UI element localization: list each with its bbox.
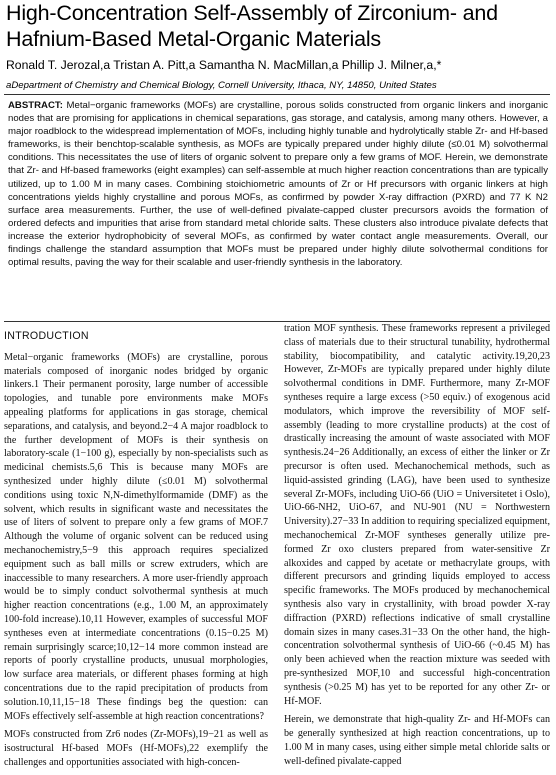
paragraph: Metal−organic frameworks (MOFs) are crystalline, porous materials composed of inorganic nodes bridged by organic linkers.1 Their permanent porosity, large number of accessible topologies, and tunable pore environments make MOFs appealing platforms for applications in gas storage, chemical separations, and catalysis, and beyond.2−4 A major roadblock to the further development of MOFs is their synthesis on laboratory-scale (1−100 g), especially by non-specialists such as medicinal chemists.5,6 This is because many MOFs are synthesized under highly dilute (≤0.01 M) solvothermal conditions using toxic N,N-dimethylformamide (DMF) as the solvent, which results in significant waste and necessitates the use of liters of solvent to prepare only a few grams of MOF.7 Although the volume of organic solvent can be reduced using mechanochemistry,5−9 this approach requires specialized equipment such as ball mills or screw extruders, which are inaccessible to many researchers. A more user-friendly approach would be to simply conduct solvothermal synthesis at much higher reaction concentrations (e.g., 1.00 M, an approximately 100-fold increase).10,11 However, examples of successful MOF syntheses even at intermediate concentrations (0.15−0.25 M) remain surprisingly scarce;10,12−14 more common instead are reports of poorly crystalline products, unusual morphologies, low surface area materials, or different phases forming at high concentrations due to the rapid precipitation of products from solution.10,11,15−18 These findings beg the question: can MOFs effectively self-assemble at high reaction concentrations?: [4, 351, 268, 722]
left-column: [4, 330, 268, 775]
paragraph: Herein, we demonstrate that high-quality Zr- and Hf-MOFs can be generally synthesized at high reaction concentrations, up to 1.00 M in many cases, using either simple metal chloride salts or well-defined pivalate-capped: [284, 714, 550, 767]
abstract: [8, 99, 548, 269]
author-list: Ronald T. Jerozal,a Tristan A. Pitt,a Samantha N. MacMillan,a Phillip J. Milner,a,*: [6, 58, 442, 72]
paper-title: High-Concentration Self-Assembly of Zirconium- and Hafnium-Based Metal-Organic Materials: [6, 1, 498, 51]
right-column: [284, 322, 550, 774]
section-heading-introduction: INTRODUCTION: [4, 330, 89, 342]
paragraph: tration MOF synthesis. These frameworks represent a privileged class of materials due to their structural tunability, hydrothermal stability, biocompatibility, and catalytic activity.19,20,23 However, Zr-MOFs are typically prepared under highly dilute solvothermal conditions in DMF. Furthermore, many Zr-MOF syntheses require a large excess (>50 equiv.) of exogenous acid modulators, which improve the reversibility of MOF self-assembly (leading to more crystalline products) at the cost of drastically increasing the amount of waste associated with MOF synthesis.24−26 Additionally, an excess of either the linker or Zr precursor is often used. Mechanochemical methods, such as liquid-assisted grinding (LAG), have been used to synthesize several Zr-MOFs, including UiO-66 (UiO = Universitetet i Oslo), UiO-66-NH2, UiO-67, and NU-901 (NU = Northwestern University).27−33 In addition to requiring specialized equipment, mechanochemical Zr-MOF syntheses generally utilize pre-formed Zr oxo clusters prepared from water-sensitive Zr alkoxides and capped by acetate or methacrylate groups, with different precursors and grinding liquids employed to access specific frameworks. The MOFs produced by mechanochemical synthesis also vary in crystallinity, with broad powder X-ray diffraction (PXRD) reflections indicative of small crystalline domain sizes in many cases.31−33 On the other hand, the high-concentration solvothermal synthesis of UiO-66 (~0.45 M) has only been achieved when the reaction mixture was seeded with pre-synthesized MOF,10 and successful high-concentration synthesis (>0.25 M) has yet to be reported for any other Zr- or Hf-MOF.: [284, 323, 550, 707]
paragraph: MOFs constructed from Zr6 nodes (Zr-MOFs),19−21 as well as isostructural Hf-based MOFs (Hf-MOFs),22 exemplify the challenges and opportunities associated with high-concen-: [4, 729, 268, 768]
abstract-label: ABSTRACT:: [8, 100, 63, 111]
affiliation: aDepartment of Chemistry and Chemical Biology, Cornell University, Ithaca, NY, 14850, United States: [6, 80, 437, 91]
abstract-text: Metal−organic frameworks (MOFs) are crystalline, porous solids constructed from organic linkers and inorganic nodes that are promising for applications in chemical separations, gas storage, and catalysis, among many others. However, a major roadblock to the widespread implementation of MOFs, including highly tunable and hydrolytically stable Zr- and Hf-based frameworks, is their benchtop-scalable synthesis, as MOFs are typically prepared under highly dilute (≤0.01 M) solvothermal conditions. This necessitates the use of liters of organic solvent to prepare only a few grams of MOF. Herein, we demonstrate that Zr- and Hf-based frameworks (eight examples) can self-assemble at much higher reaction concentrations than are typically utilized, up to 1.00 M in many cases. Combining stoichiometric amounts of Zr or Hf precursors with organic linkers at high concentrations yields highly crystalline and porous MOFs, as confirmed by powder X-ray diffraction (PXRD) and 77 K N2 surface area measurements. Further, the use of well-defined pivalate-capped cluster precursors avoids the formation of ordered defects and impurities that arise from standard metal chloride salts. These clusters also introduce pivalate defects that increase the exterior hydrophobicity of several MOFs, as confirmed by water contact angle measurements. Overall, our findings challenge the standard assumption that MOFs must be prepared under highly dilute solvothermal conditions for optimal results, paving the way for their scalable and user-friendly synthesis in the laboratory.: [8, 100, 549, 269]
